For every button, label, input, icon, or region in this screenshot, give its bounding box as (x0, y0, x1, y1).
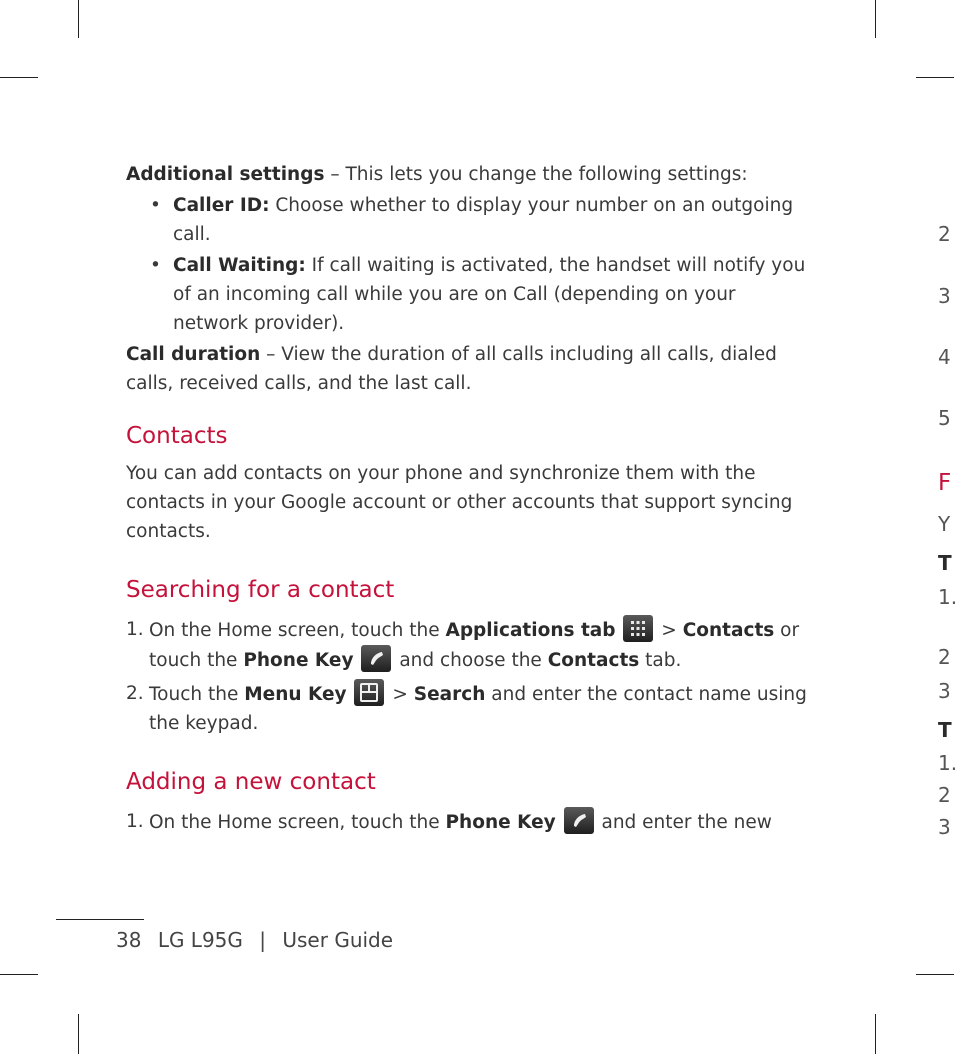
page-number: 38 (116, 928, 142, 952)
settings-list (126, 191, 816, 338)
crop-mark (0, 974, 38, 975)
call-waiting-label: Call Waiting: (173, 255, 306, 276)
next-page-fragment: T (938, 718, 952, 742)
searching-heading: Searching for a contact (126, 577, 395, 603)
crop-mark (875, 0, 876, 38)
bullet-icon: • (150, 195, 161, 216)
crop-mark (875, 1014, 876, 1054)
adding-steps (126, 807, 816, 837)
next-page-fragment: 4 (938, 345, 951, 369)
page-footer (116, 928, 393, 952)
crop-mark (916, 77, 954, 78)
next-page-fragment: 1. (938, 751, 957, 775)
caller-id-label: Caller ID: (173, 195, 270, 216)
additional-settings-paragraph: Additional settings – This lets you change the following settings: (126, 164, 748, 185)
menu-key-icon (354, 679, 384, 706)
bullet-icon: • (150, 255, 161, 276)
footer-rule (56, 919, 144, 920)
next-page-fragment: 2 (938, 645, 951, 669)
product-name: LG L95G (157, 928, 243, 952)
crop-mark (0, 77, 38, 78)
footer-separator: | (259, 928, 267, 952)
list-item: • Call Waiting: If call waiting is activated, the handset will notify you of an incoming call while you are on Call (depending on your network provider). (126, 251, 816, 338)
next-page-fragment: 3 (938, 679, 951, 703)
list-item: 1. On the Home screen, touch the Phone Key and enter the new (126, 807, 816, 837)
next-page-fragment: Y (938, 512, 951, 536)
next-page-fragment: 2 (938, 783, 951, 807)
call-duration-paragraph: Call duration – View the duration of all calls including all calls, dialed calls, received calls, and the last call. (126, 344, 777, 394)
list-item: 1. On the Home screen, touch the Applications tab > Contacts or touch the Phone Key and choose the Contacts tab. (126, 615, 816, 675)
contacts-body: You can add contacts on your phone and synchronize them with the contacts in your Google account or other accounts that support syncing contacts. (126, 463, 793, 542)
applications-grid-icon (623, 615, 653, 642)
next-page-fragment: 3 (938, 815, 951, 839)
next-page-fragment: 5 (938, 406, 951, 430)
crop-mark (78, 1014, 79, 1054)
next-page-fragment: F (938, 470, 952, 496)
additional-settings-title: Additional settings (126, 164, 325, 185)
crop-mark (78, 0, 79, 38)
next-page-fragment: T (938, 551, 952, 575)
list-item: • Caller ID: Choose whether to display your number on an outgoing call. (126, 191, 816, 249)
next-page-fragment: 1. (938, 585, 957, 609)
searching-steps (126, 615, 816, 738)
page-content (126, 160, 816, 841)
crop-mark (916, 974, 954, 975)
contacts-heading: Contacts (126, 423, 228, 449)
call-duration-title: Call duration (126, 344, 261, 365)
next-page-fragment: 3 (938, 284, 951, 308)
phone-handset-icon (564, 807, 594, 834)
adding-heading: Adding a new contact (126, 769, 376, 795)
guide-label: User Guide (282, 928, 394, 952)
next-page-fragment: 2 (938, 222, 951, 246)
phone-handset-icon (361, 645, 391, 672)
list-item: 2. Touch the Menu Key > Search and enter the contact name using the keypad. (126, 679, 816, 738)
